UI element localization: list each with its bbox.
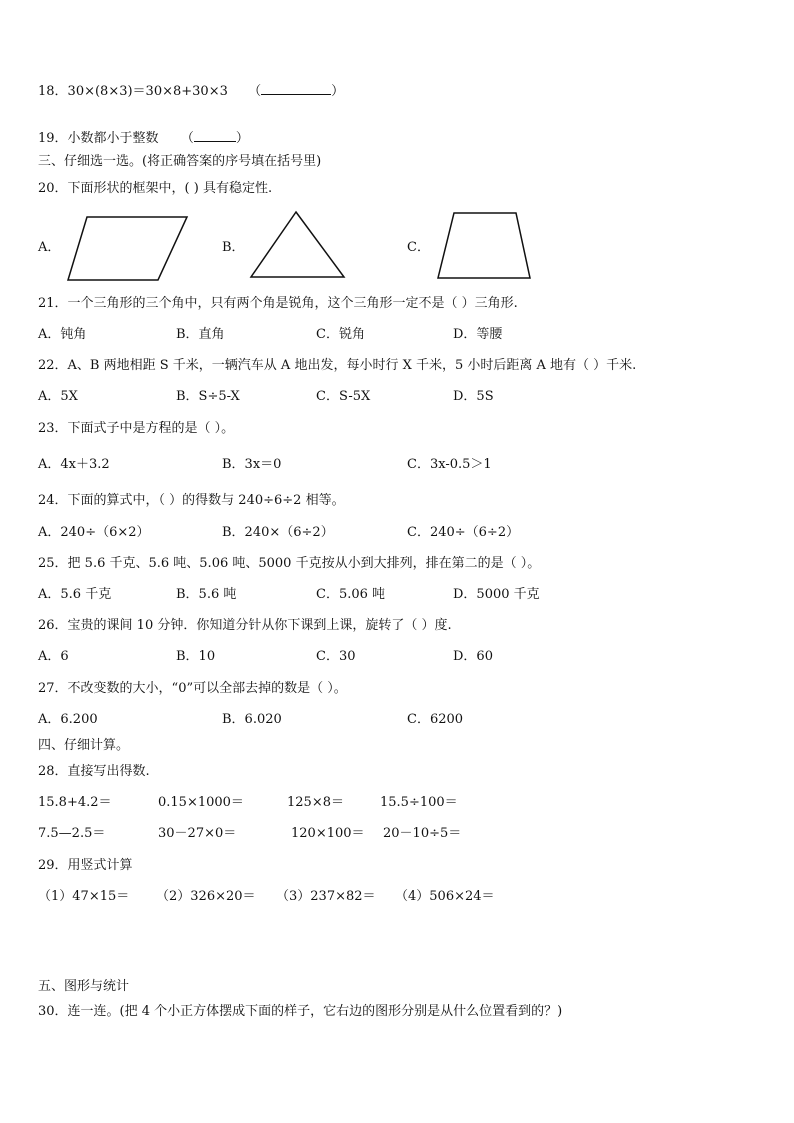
- option-d[interactable]: D．5S: [453, 389, 494, 404]
- option-a[interactable]: A．4x＋3.2: [38, 457, 110, 472]
- question-19-text: 19．小数都小于整数: [38, 131, 159, 146]
- question-27: 27．不改变数的大小，“0”可以全部去掉的数是（ ）。: [38, 681, 347, 696]
- question-24: 24．下面的算式中，（ ）的得数与 240÷6÷2 相等。: [38, 493, 345, 508]
- option-c[interactable]: C．30: [316, 649, 356, 664]
- option-c[interactable]: C．S-5X: [316, 389, 371, 404]
- trapezoid-shape: [434, 208, 536, 283]
- calc-item: 15.8+4.2＝: [38, 795, 112, 810]
- question-29: 29．用竖式计算: [38, 858, 133, 873]
- triangle-shape: [246, 208, 350, 282]
- option-a[interactable]: A．5X: [38, 389, 78, 404]
- option-b[interactable]: B．240×（6÷2）: [222, 525, 334, 540]
- question-22: 22．A、B 两地相距 S 千米，一辆汽车从 A 地出发，每小时行 X 千米，5 小时后距离 A 地有（ ）千米.: [38, 358, 637, 373]
- option-b[interactable]: B．3x＝0: [222, 457, 282, 472]
- option-c[interactable]: C．: [407, 240, 430, 255]
- question-30: 30．连一连。(把 4 个小正方体摆成下面的样子，它右边的图形分别是从什么位置看到的？): [38, 1004, 563, 1019]
- calc-item: （2）326×20＝: [156, 889, 256, 904]
- option-a[interactable]: A．钝角: [38, 327, 87, 342]
- question-21: 21．一个三角形的三个角中，只有两个角是锐角，这个三角形一定不是（ ）三角形.: [38, 296, 518, 311]
- calc-item: 15.5÷100＝: [380, 795, 458, 810]
- answer-paren-open: （: [180, 131, 194, 146]
- calc-item: （1）47×15＝: [38, 889, 130, 904]
- option-c[interactable]: C．锐角: [316, 327, 365, 342]
- question-28: 28．直接写出得数.: [38, 764, 150, 779]
- parallelogram-shape: [60, 212, 195, 284]
- question-18-text: 18．30×(8×3)＝30×8+30×3: [38, 84, 228, 99]
- question-25: 25．把 5.6 千克、5.6 吨、5.06 吨、5000 千克按从小到大排列，排在第二的是（ ）。: [38, 556, 541, 571]
- answer-paren-close: ）: [331, 84, 345, 99]
- option-d[interactable]: D．60: [453, 649, 493, 664]
- option-c[interactable]: C．6200: [407, 712, 464, 727]
- option-c[interactable]: C．240÷（6÷2）: [407, 525, 520, 540]
- section-4-heading: 四、仔细计算。: [38, 738, 130, 753]
- calc-item: 7.5—2.5＝: [38, 826, 106, 841]
- section-5-heading: 五、图形与统计: [38, 979, 130, 994]
- option-b[interactable]: B．5.6 吨: [176, 587, 237, 602]
- calc-item: 30－27×0＝: [158, 826, 237, 841]
- section-3-heading: 三、仔细选一选。(将正确答案的序号填在括号里): [38, 154, 322, 169]
- question-26: 26．宝贵的课间 10 分钟．你知道分针从你下课到上课，旋转了（ ）度.: [38, 618, 452, 633]
- question-19: [38, 129, 249, 148]
- question-18: [38, 82, 344, 101]
- option-d[interactable]: D．5000 千克: [453, 587, 540, 602]
- option-c[interactable]: C．5.06 吨: [316, 587, 386, 602]
- answer-paren-close: ）: [235, 131, 249, 146]
- calc-item: 120×100＝: [291, 826, 365, 841]
- option-b[interactable]: B．10: [176, 649, 216, 664]
- answer-blank-19[interactable]: [194, 129, 236, 142]
- option-a[interactable]: A．5.6 千克: [38, 587, 112, 602]
- option-c[interactable]: C．3x-0.5＞1: [407, 457, 492, 472]
- option-b[interactable]: B．直角: [176, 327, 225, 342]
- calc-item: 20－10÷5＝: [383, 826, 462, 841]
- calc-item: （3）237×82＝: [276, 889, 376, 904]
- option-b[interactable]: B．6.020: [222, 712, 282, 727]
- option-a[interactable]: A．240÷（6×2）: [38, 525, 150, 540]
- calc-item: （4）506×24＝: [395, 889, 495, 904]
- calc-item: 125×8＝: [287, 795, 344, 810]
- option-b[interactable]: B．S÷5-X: [176, 389, 240, 404]
- question-20: 20．下面形状的框架中，( ) 具有稳定性.: [38, 181, 273, 196]
- answer-blank-18[interactable]: [261, 82, 331, 95]
- question-23: 23．下面式子中是方程的是（ ）。: [38, 421, 235, 436]
- answer-paren-open: （: [248, 84, 262, 99]
- option-a[interactable]: A．: [38, 240, 61, 255]
- option-b[interactable]: B．: [222, 240, 245, 255]
- option-d[interactable]: D．等腰: [453, 327, 503, 342]
- option-a[interactable]: A．6.200: [38, 712, 98, 727]
- option-a[interactable]: A．6: [38, 649, 69, 664]
- calc-item: 0.15×1000＝: [158, 795, 244, 810]
